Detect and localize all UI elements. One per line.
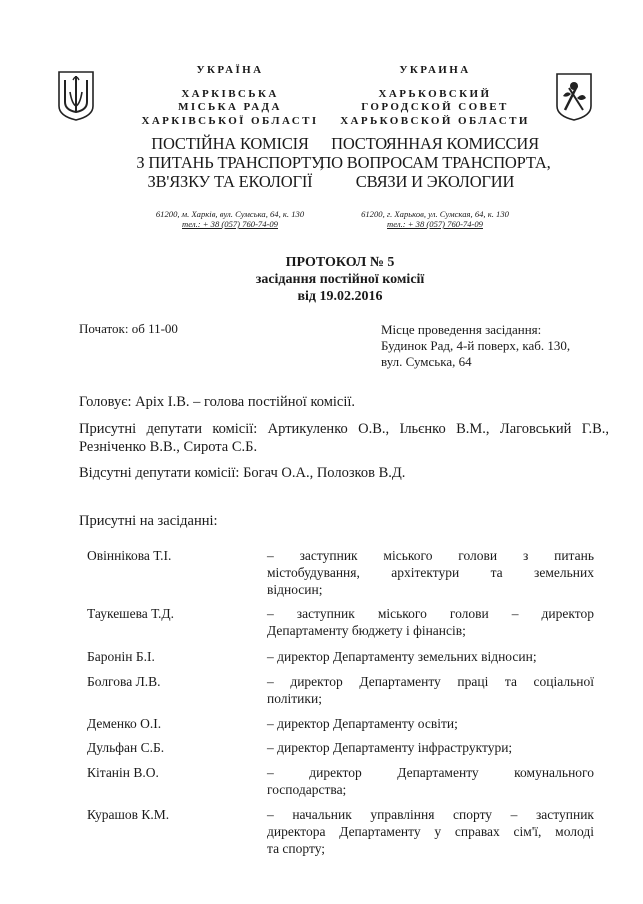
attendee-role: – начальник управління спорту – заступник директора Департаменту у справах сім'ї, молоді та спорту;	[267, 807, 594, 856]
header-ru	[325, 64, 545, 128]
meeting-place-line-2: вул. Сумська, 64	[381, 354, 472, 369]
meeting-place	[381, 322, 611, 370]
attendee-name: Таукешева Т.Д.	[87, 606, 174, 621]
attendee-name: Болгова Л.В.	[87, 674, 161, 689]
council-ua-line-1: ХАРКІВСЬКА	[181, 87, 279, 100]
meeting-start: Початок: об 11-00	[79, 321, 178, 336]
address-ua-street: 61200, м. Харків, вул. Сумська, 64, к. 130	[155, 209, 305, 219]
protocol-subtitle: засідання постійної комісії	[255, 272, 425, 287]
chair-line: Головує: Аріх І.В. – голова постійної комісії.	[79, 394, 356, 410]
protocol-title: ПРОТОКОЛ № 5	[285, 255, 395, 270]
commission-ru-line-1: ПОСТОЯННАЯ КОМИССИЯ	[331, 134, 539, 153]
absent-deputies: Відсутні депутати комісії: Богач О.А., Полозков В.Д.	[79, 465, 406, 481]
attendee-name: Дульфан С.Б.	[87, 740, 165, 755]
commission-ua-line-2: З ПИТАНЬ ТРАНСПОРТУ,	[136, 153, 324, 172]
commission-ru-line-3: СВЯЗИ И ЭКОЛОГИИ	[355, 172, 515, 191]
commission-ua-line-1: ПОСТІЙНА КОМІСІЯ	[151, 134, 309, 153]
address-ua	[110, 209, 350, 229]
attendees-label: Присутні на засіданні:	[79, 513, 218, 529]
attendee-name: Деменко О.І.	[87, 716, 162, 731]
council-ru-line-3: ХАРЬКОВСКОЙ ОБЛАСТИ	[340, 114, 530, 127]
council-ru-line-1: ХАРЬКОВСКИЙ	[378, 87, 492, 100]
protocol-date: від 19.02.2016	[297, 289, 383, 304]
attendee-role: – заступник міського голови – директор Департаменту бюджету і фінансів;	[267, 606, 594, 638]
commission-ru-line-2: ПО ВОПРОСАМ ТРАНСПОРТА,	[319, 153, 551, 172]
attendee-role: – директор Департаменту праці та соціальної політики;	[267, 674, 594, 706]
council-ua-line-3: ХАРКІВСЬКОЇ ОБЛАСТІ	[141, 114, 319, 127]
country-ua: УКРАЇНА	[196, 64, 264, 76]
country-ru: УКРАИНА	[399, 64, 471, 76]
attendee-name: Овіннікова Т.І.	[87, 548, 172, 563]
present-deputies	[79, 421, 609, 456]
attendee-name: Кітанін В.О.	[87, 765, 159, 780]
attendee-role: – заступник міського голови з питань містобудування, архітектури та земельних відносин;	[267, 548, 594, 597]
commission-ru	[315, 134, 555, 191]
present-deputies-line-1: Присутні депутати комісії: Артикуленко О.В., Ільєнко В.М., Лаговський Г.В.,	[79, 421, 609, 437]
attendee-name: Баронін Б.І.	[87, 649, 155, 664]
present-deputies-line-2: Резніченко В.В., Сирота С.Б.	[79, 438, 258, 455]
attendee-role: – директор Департаменту земельних відносин;	[267, 649, 537, 664]
address-ru-phone: тел.: + 38 (057) 760-74-09	[387, 219, 483, 229]
council-ru-line-2: ГОРОДСКОЙ СОВЕТ	[361, 101, 509, 113]
attendee-role: – директор Департаменту інфраструктури;	[267, 740, 513, 755]
address-ru-street: 61200, г. Харьков, ул. Сумская, 64, к. 130	[361, 209, 509, 219]
meeting-place-line-1: Будинок Рад, 4-й поверх, каб. 130,	[381, 338, 571, 353]
attendee-name: Курашов К.М.	[87, 807, 170, 822]
kharkiv-coat-of-arms-icon	[555, 72, 593, 122]
header-ua	[120, 64, 340, 128]
trident-emblem-icon	[56, 70, 96, 122]
commission-ua	[110, 134, 350, 191]
meeting-place-label: Місце проведення засідання:	[381, 322, 542, 337]
address-ru	[315, 209, 555, 229]
protocol-heading	[150, 254, 530, 305]
address-ua-phone: тел.: + 38 (057) 760-74-09	[182, 219, 278, 229]
attendee-role: – директор Департаменту освіти;	[267, 716, 458, 731]
council-ua-line-2: МІСЬКА РАДА	[178, 101, 282, 113]
commission-ua-line-3: ЗВ'ЯЗКУ ТА ЕКОЛОГІЇ	[147, 172, 313, 191]
attendee-role: – директор Департаменту комунального господарства;	[267, 765, 594, 797]
